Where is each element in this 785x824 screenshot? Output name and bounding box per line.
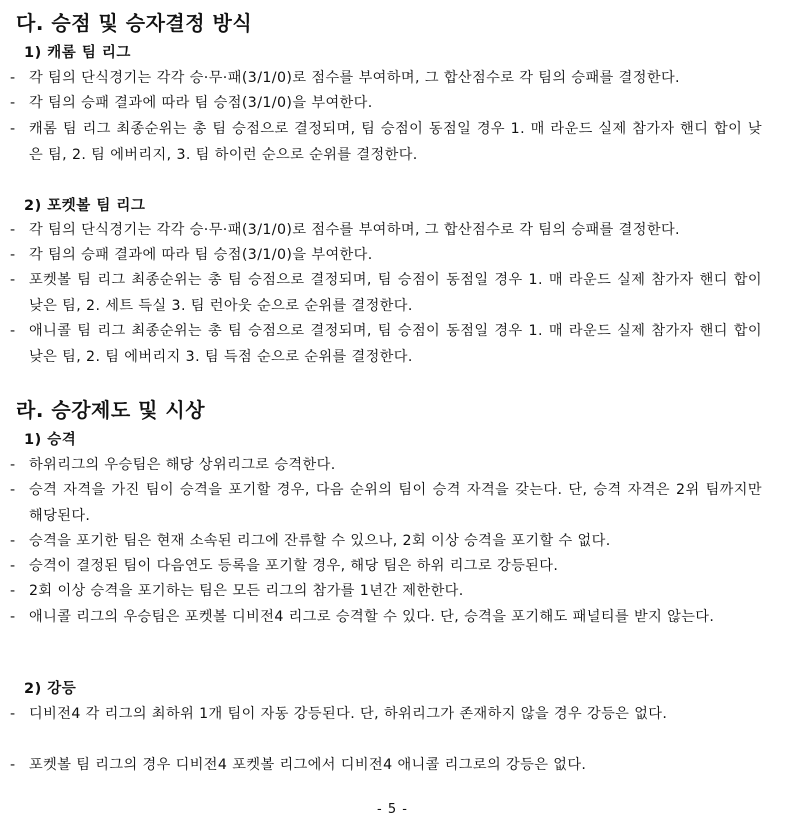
- list-item-text: 포켓볼 팀 리그의 경우 디비전4 포켓볼 리그에서 디비전4 애니콜 리그로의 강등은 없다.: [29, 757, 587, 773]
- list-bullet: -: [10, 457, 16, 473]
- list-bullet: -: [10, 757, 16, 773]
- list-bullet: -: [10, 121, 16, 137]
- list-item: [10, 478, 762, 529]
- list-bullet: -: [10, 272, 16, 288]
- list-bullet: -: [10, 70, 16, 86]
- list-item: [10, 702, 762, 728]
- list-item: [10, 319, 762, 370]
- list-item: [10, 91, 762, 117]
- list-item: [10, 66, 762, 92]
- list-item-text: 디비전4 각 리그의 최하위 1개 팀이 자동 강등된다. 단, 하위리그가 존재하지 않을 경우 강등은 없다.: [29, 706, 668, 722]
- list-item-text: 애니콜 리그의 우승팀은 포켓볼 디비전4 리그로 승격할 수 있다. 단, 승격을 포기해도 패널티를 받지 않는다.: [29, 609, 715, 625]
- list-item-text: 각 팀의 승패 결과에 따라 팀 승점(3/1/0)을 부여한다.: [29, 247, 373, 263]
- list-bullet: -: [10, 482, 16, 498]
- list-item-text: 각 팀의 단식경기는 각각 승·무·패(3/1/0)로 점수를 부여하며, 그 합산점수로 각 팀의 승패를 결정한다.: [29, 222, 680, 238]
- list-item-text: 애니콜 팀 리그 최종순위는 총 팀 승점으로 결정되며, 팀 승점이 동점일 경우 1. 매 라운드 실제 참가자 핸디 합이 낮은 팀, 2. 팀 에버리지 3. 팀 득점 순으로 순위를 결정한다.: [29, 323, 762, 365]
- section-title-scoring: 다. 승점 및 승자결정 방식: [16, 11, 253, 35]
- list-item: [10, 268, 762, 319]
- list-item: [10, 117, 762, 168]
- list-bullet: -: [10, 533, 16, 549]
- list-item: [10, 218, 762, 244]
- list-item: [10, 605, 762, 631]
- list-item: [10, 579, 762, 605]
- list-item-text: 승격 자격을 가진 팀이 승격을 포기할 경우, 다음 순위의 팀이 승격 자격을 갖는다. 단, 승격 자격은 2위 팀까지만 해당된다.: [29, 482, 762, 524]
- subsection-title-promotion: 1) 승격: [24, 432, 77, 448]
- list-item: [10, 243, 762, 269]
- list-item: [10, 453, 762, 479]
- subsection-title-carrom: 1) 캐롬 팀 리그: [24, 45, 131, 61]
- list-bullet: -: [10, 706, 16, 722]
- subsection-title-pocket: 2) 포켓볼 팀 리그: [24, 198, 146, 214]
- page-number: - 5 -: [377, 802, 408, 817]
- section-title-promotion-awards: 라. 승강제도 및 시상: [16, 398, 206, 422]
- list-item-text: 포켓볼 팀 리그 최종순위는 총 팀 승점으로 결정되며, 팀 승점이 동점일 경우 1. 매 라운드 실제 참가자 핸디 합이 낮은 팀, 2. 세트 득실 3. 팀 런아웃 순으로 순위를 결정한다.: [29, 272, 762, 314]
- list-bullet: -: [10, 222, 16, 238]
- list-item-text: 승격이 결정된 팀이 다음연도 등록을 포기할 경우, 해당 팀은 하위 리그로 강등된다.: [29, 558, 559, 574]
- list-bullet: -: [10, 558, 16, 574]
- list-item-text: 승격을 포기한 팀은 현재 소속된 리그에 잔류할 수 있으나, 2회 이상 승격을 포기할 수 없다.: [29, 533, 611, 549]
- list-bullet: -: [10, 583, 16, 599]
- list-item-text: 캐롬 팀 리그 최종순위는 총 팀 승점으로 결정되며, 팀 승점이 동점일 경우 1. 매 라운드 실제 참가자 핸디 합이 낮은 팀, 2. 팀 에버리지, 3. 팀 하이런 순으로 순위를 결정한다.: [29, 121, 762, 163]
- subsection-title-relegation: 2) 강등: [24, 681, 77, 697]
- list-item: [10, 529, 762, 555]
- list-item-text: 각 팀의 단식경기는 각각 승·무·패(3/1/0)로 점수를 부여하며, 그 합산점수로 각 팀의 승패를 결정한다.: [29, 70, 680, 86]
- list-item-text: 하위리그의 우승팀은 해당 상위리그로 승격한다.: [29, 457, 336, 473]
- list-bullet: -: [10, 323, 16, 339]
- list-item-text: 각 팀의 승패 결과에 따라 팀 승점(3/1/0)을 부여한다.: [29, 95, 373, 111]
- list-item: [10, 554, 762, 580]
- list-item: [10, 753, 762, 779]
- list-bullet: -: [10, 609, 16, 625]
- list-bullet: -: [10, 247, 16, 263]
- list-item-text: 2회 이상 승격을 포기하는 팀은 모든 리그의 참가를 1년간 제한한다.: [29, 583, 464, 599]
- list-bullet: -: [10, 95, 16, 111]
